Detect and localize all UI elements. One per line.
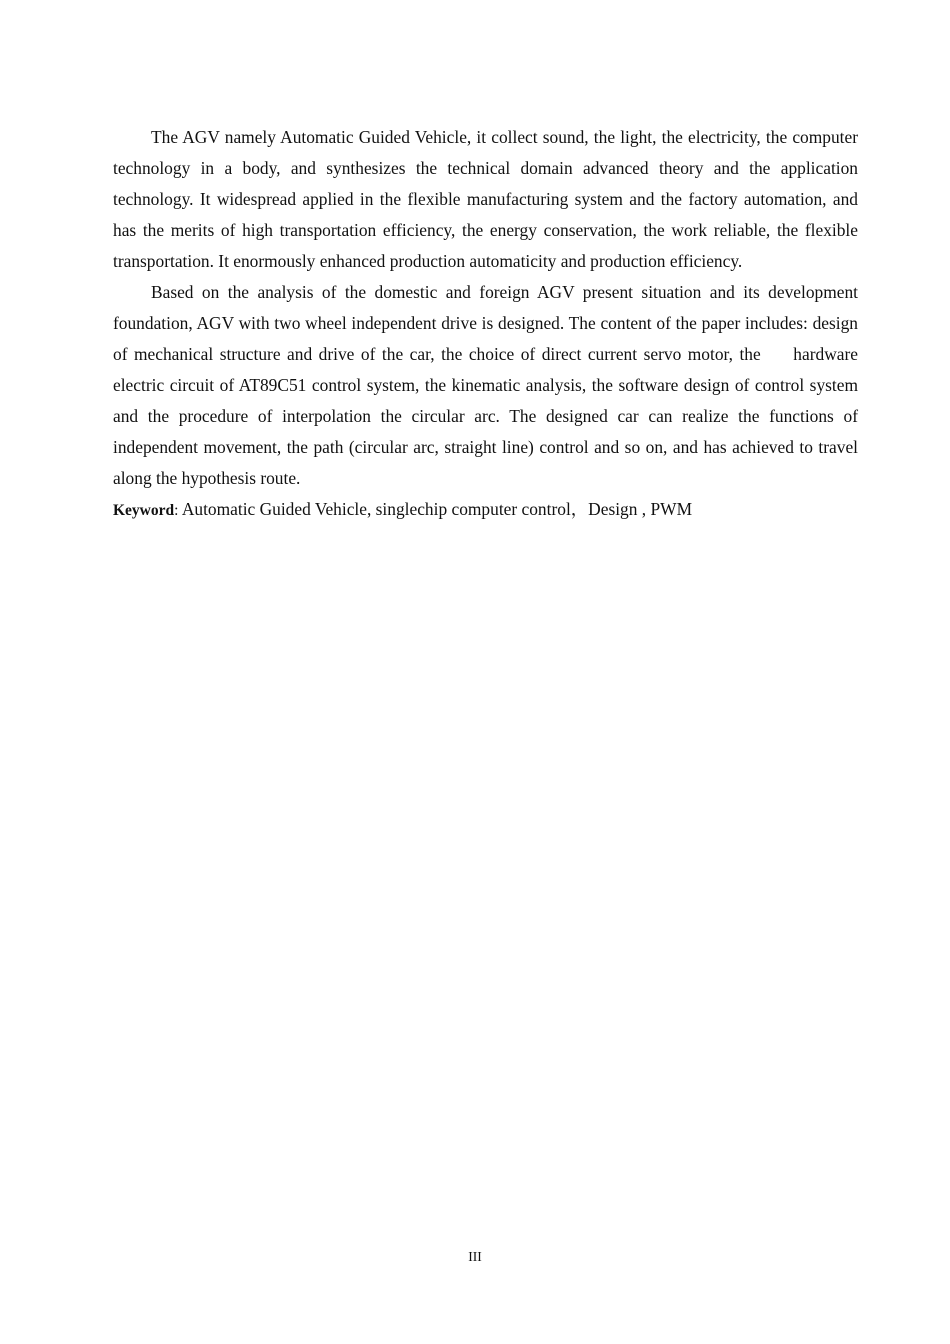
page-number: III xyxy=(468,1249,482,1264)
abstract-paragraph-1: The AGV namely Automatic Guided Vehicle, it collect sound, the light, the electricity, the computer technology in a body, and synthesizes the technical domain advanced theory and the application technology. It widespread applied in the flexible manufacturing system and the factory automation, and has the merits of high transportation efficiency, the energy conservation, the work reliable, the flexible transportation. It enormously enhanced production automaticity and production efficiency. xyxy=(113,127,858,271)
keywords-separator: : xyxy=(174,502,179,519)
keywords-label: Keyword xyxy=(113,502,175,519)
abstract-paragraph-2: Based on the analysis of the domestic and foreign AGV present situation and its development foundation, AGV with two wheel independent drive is designed. The content of the paper includes: design of mechanical structure and drive of the car, the choice of direct current servo motor, the hardware electric circuit of AT89C51 control system, the kinematic analysis, the software design of control system and the procedure of interpolation the circular arc. The designed car can realize the functions of independent movement, the path (circular arc, straight line) control and so on, and has achieved to travel along the hypothesis route. xyxy=(113,282,863,488)
keywords-line xyxy=(113,494,858,526)
abstract-section xyxy=(113,122,863,526)
keywords-value: Automatic Guided Vehicle, singlechip computer control，Design , PWM xyxy=(178,499,693,519)
